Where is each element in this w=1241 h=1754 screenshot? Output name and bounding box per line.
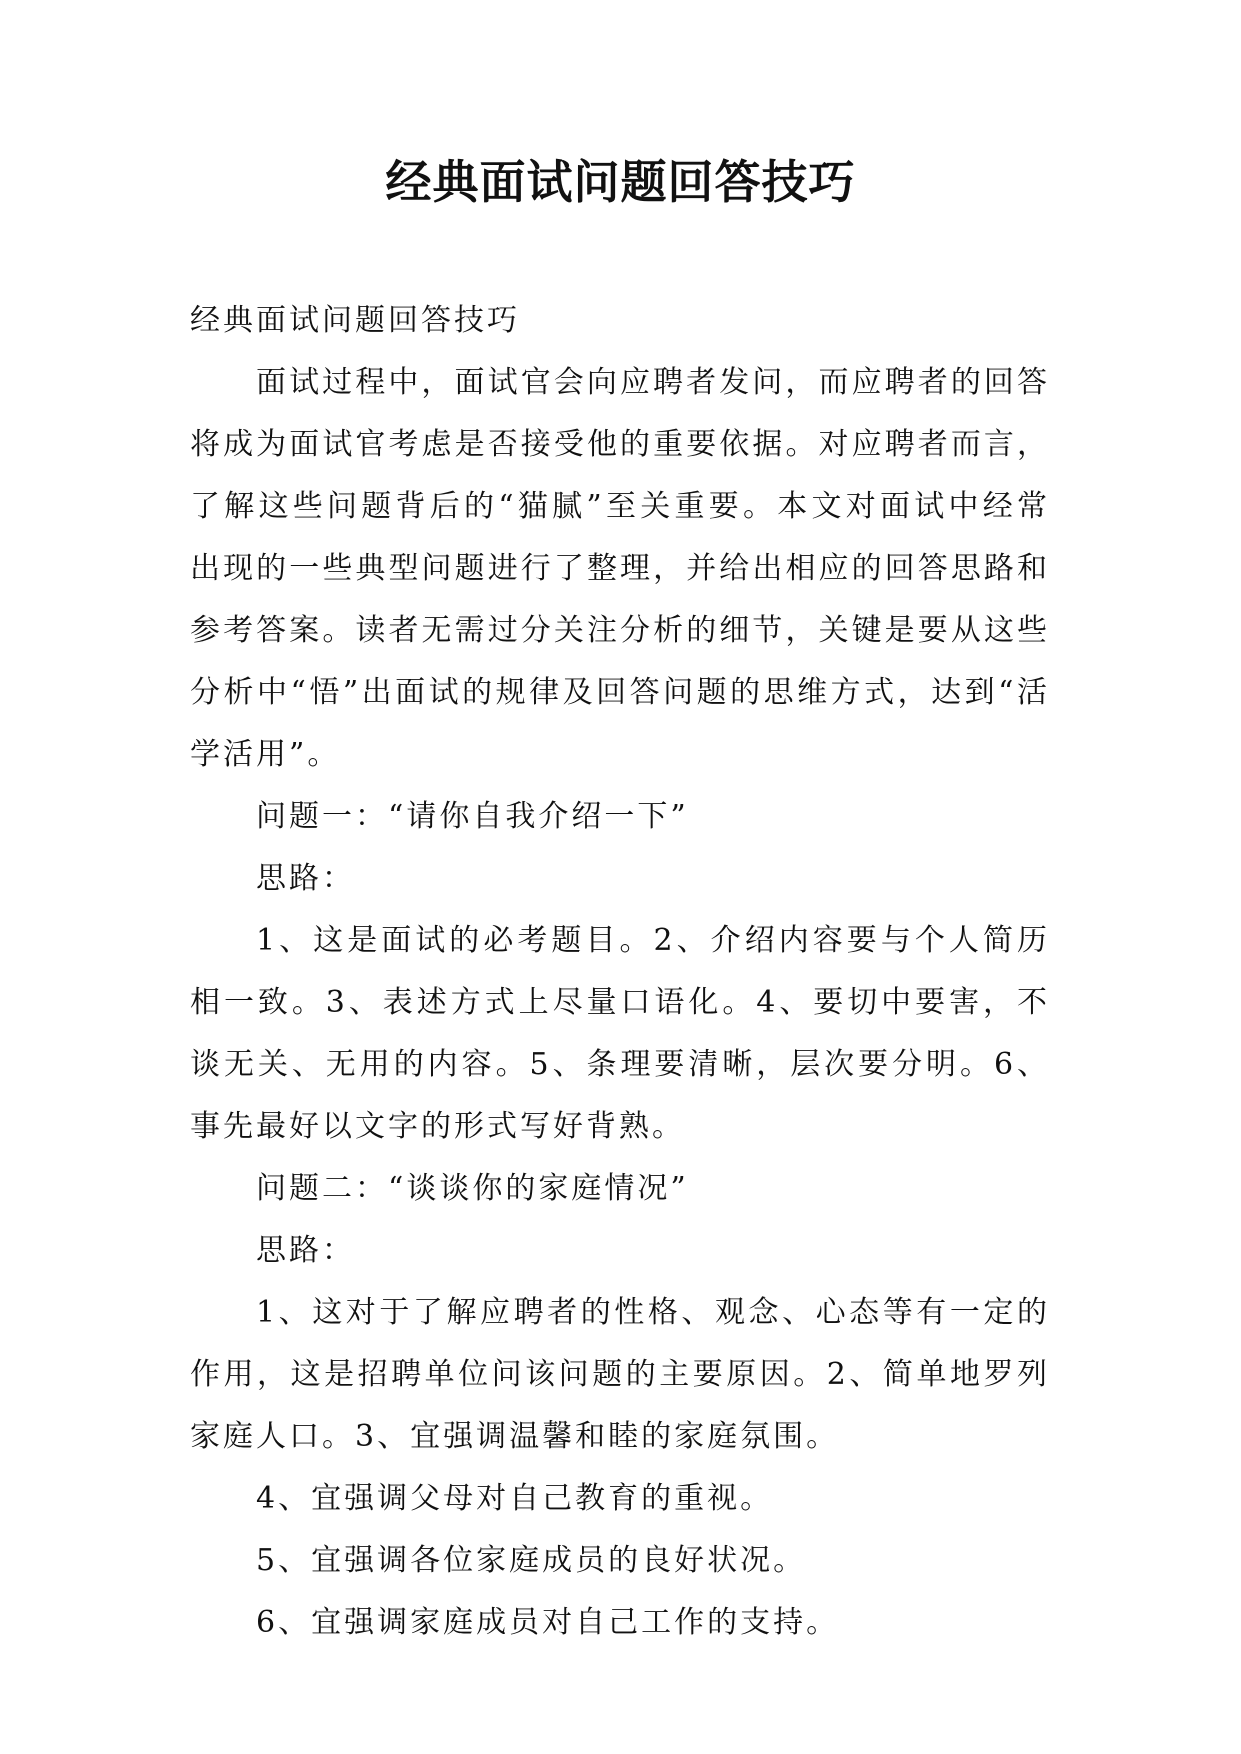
question-two-heading: 问题二：“谈谈你的家庭情况” xyxy=(256,1171,689,1206)
question-two-point-5: 5、宜强调各位家庭成员的良好状况。 xyxy=(256,1543,807,1578)
document-title: 经典面试问题回答技巧 xyxy=(385,155,856,209)
question-two-approach-label: 思路： xyxy=(256,1233,355,1268)
body-heading: 经典面试问题回答技巧 xyxy=(190,303,520,338)
question-one-approach-label: 思路： xyxy=(256,861,355,896)
question-two-point-4: 4、宜强调父母对自己教育的重视。 xyxy=(256,1481,774,1516)
question-one-heading: 问题一：“请你自我介绍一下” xyxy=(256,799,689,834)
question-two-point-6: 6、宜强调家庭成员对自己工作的支持。 xyxy=(256,1605,840,1640)
intro-paragraph: 面试过程中，面试官会向应聘者发问，而应聘者的回答将成为面试官考虑是否接受他的重要依据。对应聘者而言，了解这些问题背后的“猫腻”至关重要。本文对面试中经常出现的一些典型问题进行了整理，并给出相应的回答思路和参考答案。读者无需过分关注分析的细节，关键是要从这些分析中“悟”出面试的规律及回答问题的思维方式，达到“活学活用”。 xyxy=(190,365,1050,772)
document-body xyxy=(190,290,1050,1654)
question-one-approach-text: 1、这是面试的必考题目。2、介绍内容要与个人简历相一致。3、表述方式上尽量口语化。4、要切中要害，不谈无关、无用的内容。5、条理要清晰，层次要分明。6、事先最好以文字的形式写好背熟。 xyxy=(190,923,1050,1144)
question-two-approach-text: 1、这对于了解应聘者的性格、观念、心态等有一定的作用，这是招聘单位问该问题的主要原因。2、简单地罗列家庭人口。3、宜强调温馨和睦的家庭氛围。 xyxy=(190,1295,1050,1454)
